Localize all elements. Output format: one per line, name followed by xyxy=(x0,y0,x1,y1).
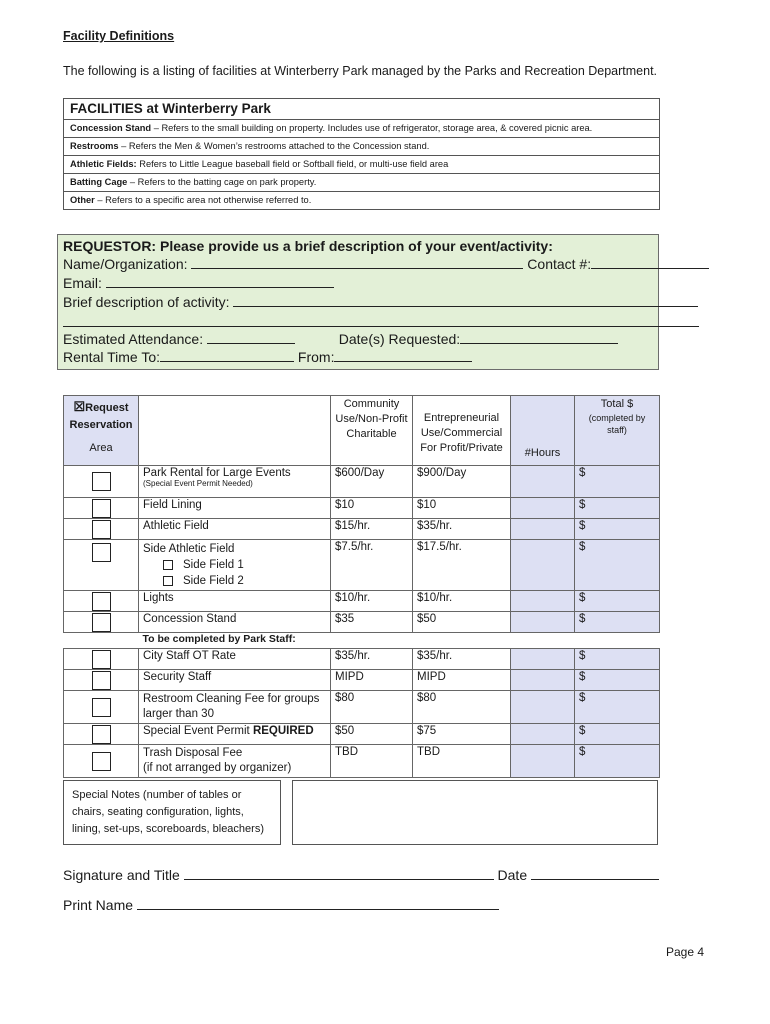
table-row xyxy=(64,670,660,691)
checkbox-cell xyxy=(64,612,139,633)
staff-divider-row xyxy=(64,633,660,649)
attendance-line xyxy=(63,331,618,347)
total-cell: $ xyxy=(575,745,660,778)
facility-def: – Refers the Men & Women’s restrooms attached to the Concession stand. xyxy=(118,141,430,151)
reserve-checkbox[interactable] xyxy=(92,650,111,669)
table-row xyxy=(64,691,660,724)
facility-row xyxy=(64,137,659,155)
intro-text: The following is a listing of facilities at Winterberry Park managed by the Parks and Recreation Department. xyxy=(63,64,658,78)
hours-cell[interactable] xyxy=(511,540,575,591)
community-cell: $35/hr. xyxy=(331,649,413,670)
table-row xyxy=(64,540,660,591)
checkbox-cell xyxy=(64,466,139,498)
table-row xyxy=(64,745,660,778)
rental-line xyxy=(63,349,472,365)
facility-row xyxy=(64,191,659,209)
area-header: Area xyxy=(89,442,113,454)
community-cell: $10 xyxy=(331,498,413,519)
hours-cell[interactable] xyxy=(511,745,575,778)
entrepreneurial-cell: MIPD xyxy=(413,670,511,691)
community-cell: $7.5/hr. xyxy=(331,540,413,591)
reserve-checkbox[interactable] xyxy=(92,499,111,518)
attendance-field[interactable] xyxy=(207,331,295,344)
side-field-1-option: Side Field 1 xyxy=(143,557,326,573)
hours-cell[interactable] xyxy=(511,612,575,633)
reserve-checkbox[interactable] xyxy=(92,613,111,632)
reserve-checkbox[interactable] xyxy=(92,472,111,491)
total-cell: $ xyxy=(575,724,660,745)
print-name-line xyxy=(63,897,499,913)
checkbox-cell xyxy=(64,591,139,612)
from-label: From: xyxy=(297,349,335,365)
community-cell: $15/hr. xyxy=(331,519,413,540)
special-notes-field[interactable] xyxy=(292,780,658,845)
checkbox-cell xyxy=(64,670,139,691)
contact-field[interactable] xyxy=(591,256,709,269)
rental-to-label: Rental Time To: xyxy=(63,349,161,365)
name-field[interactable] xyxy=(191,256,523,269)
total-cell: $ xyxy=(575,612,660,633)
item-cell: Special Event Permit REQUIRED xyxy=(139,724,331,745)
hours-cell[interactable] xyxy=(511,466,575,498)
total-cell: $ xyxy=(575,498,660,519)
hours-cell[interactable] xyxy=(511,724,575,745)
checkbox-cell xyxy=(64,519,139,540)
reserve-checkbox[interactable] xyxy=(92,543,111,562)
contact-label: Contact #: xyxy=(527,256,592,272)
description-line xyxy=(63,294,698,310)
request-header xyxy=(64,396,139,466)
community-cell: TBD xyxy=(331,745,413,778)
entrepreneurial-cell: $80 xyxy=(413,691,511,724)
facility-term: Restrooms xyxy=(70,141,119,151)
reserve-checkbox[interactable] xyxy=(92,752,111,771)
community-header: Community Use/Non-Profit Charitable xyxy=(331,396,413,466)
description-field[interactable] xyxy=(233,294,698,307)
facility-row xyxy=(64,155,659,173)
signature-line xyxy=(63,867,659,883)
total-label: Total $ xyxy=(600,398,634,410)
reserve-checkbox[interactable] xyxy=(92,671,111,690)
entrepreneurial-cell: $50 xyxy=(413,612,511,633)
side-field-1-checkbox[interactable] xyxy=(163,560,173,570)
total-cell: $ xyxy=(575,466,660,498)
community-cell: $10/hr. xyxy=(331,591,413,612)
item-cell: Field Lining xyxy=(139,498,331,519)
checkbox-cell xyxy=(64,498,139,519)
facilities-box xyxy=(63,98,660,210)
entrepreneurial-cell: $900/Day xyxy=(413,466,511,498)
total-note: (completed by staff) xyxy=(588,413,646,435)
table-row xyxy=(64,612,660,633)
facility-term: Concession Stand xyxy=(70,123,152,133)
total-cell: $ xyxy=(575,670,660,691)
reserve-checkbox[interactable] xyxy=(92,698,111,717)
page-number: Page 4 xyxy=(666,945,705,959)
description-field-line2[interactable] xyxy=(63,326,699,327)
facility-row xyxy=(64,119,659,137)
page-heading: Facility Definitions xyxy=(63,29,175,43)
reserve-checkbox[interactable] xyxy=(92,592,111,611)
facility-def: – Refers to the small building on property. Includes use of refrigerator, storage area, & covered picnic area. xyxy=(151,123,593,133)
print-name-field[interactable] xyxy=(137,897,499,910)
facility-def: – Refers to a specific area not otherwise referred to. xyxy=(94,195,312,205)
signature-label: Signature and Title xyxy=(63,867,180,883)
email-label: Email: xyxy=(63,275,102,291)
total-header xyxy=(575,396,660,466)
entrepreneurial-cell: $10 xyxy=(413,498,511,519)
special-notes-label: Special Notes (number of tables or chairs, seating configuration, lights, lining, set-ups, scoreboards, bleachers) xyxy=(63,780,281,845)
attendance-label: Estimated Attendance: xyxy=(63,331,204,347)
item-cell: Lights xyxy=(139,591,331,612)
dates-field[interactable] xyxy=(460,331,618,344)
checkbox-cell xyxy=(64,745,139,778)
signature-field[interactable] xyxy=(184,867,494,880)
table-header-row xyxy=(64,396,660,466)
facility-def: Refers to Little League baseball field or Softball field, or multi-use field area xyxy=(136,159,449,169)
description-label: Brief description of activity: xyxy=(63,294,230,310)
rental-to-field[interactable] xyxy=(160,349,294,362)
item-cell: City Staff OT Rate xyxy=(139,649,331,670)
staff-label: To be completed by Park Staff: xyxy=(139,633,660,649)
reserve-checkbox[interactable] xyxy=(92,520,111,539)
print-name-label: Print Name xyxy=(63,897,134,913)
item-note: (Special Event Permit Needed) xyxy=(143,479,253,488)
required-label: REQUIRED xyxy=(252,725,314,737)
hours-cell[interactable] xyxy=(511,649,575,670)
item-header xyxy=(139,396,331,466)
item-cell: Concession Stand xyxy=(139,612,331,633)
side-field-2-checkbox[interactable] xyxy=(163,576,173,586)
total-cell: $ xyxy=(575,691,660,724)
item-cell: Park Rental for Large Events (Special Event Permit Needed) xyxy=(139,466,331,498)
requestor-title: REQUESTOR: Please provide us a brief description of your event/activity: xyxy=(63,238,553,254)
community-cell: $35 xyxy=(331,612,413,633)
table-row xyxy=(64,519,660,540)
community-cell: MIPD xyxy=(331,670,413,691)
request-label: ☒Request Reservation xyxy=(69,399,133,431)
table-row xyxy=(64,498,660,519)
hours-cell[interactable] xyxy=(511,591,575,612)
date-label: Date xyxy=(497,867,528,883)
entrepreneurial-header: Entrepreneurial Use/Commercial For Profit/Private xyxy=(413,396,511,466)
table-row xyxy=(64,724,660,745)
checked-box-icon: ☒ xyxy=(73,399,86,414)
entrepreneurial-cell: $75 xyxy=(413,724,511,745)
reservation-table xyxy=(63,395,660,778)
table-row xyxy=(64,649,660,670)
facility-def: – Refers to the batting cage on park property. xyxy=(127,177,317,187)
facility-term: Batting Cage xyxy=(70,177,128,187)
hours-cell[interactable] xyxy=(511,519,575,540)
email-line xyxy=(63,275,334,291)
entrepreneurial-cell: $17.5/hr. xyxy=(413,540,511,591)
name-line xyxy=(63,256,709,272)
reserve-checkbox[interactable] xyxy=(92,725,111,744)
item-note: (if not arranged by organizer) xyxy=(143,762,292,774)
hours-cell[interactable] xyxy=(511,498,575,519)
name-label: Name/Organization: xyxy=(63,256,188,272)
facility-term: Athletic Fields: xyxy=(70,159,137,169)
total-cell: $ xyxy=(575,519,660,540)
total-cell: $ xyxy=(575,540,660,591)
total-cell: $ xyxy=(575,591,660,612)
facility-row xyxy=(64,173,659,191)
entrepreneurial-cell: $35/hr. xyxy=(413,519,511,540)
item-cell: Security Staff xyxy=(139,670,331,691)
checkbox-cell xyxy=(64,540,139,591)
hours-cell[interactable] xyxy=(511,670,575,691)
email-field[interactable] xyxy=(106,275,334,288)
checkbox-cell xyxy=(64,691,139,724)
from-field[interactable] xyxy=(334,349,472,362)
facilities-title: FACILITIES at Winterberry Park xyxy=(70,101,271,116)
item-cell: Side Athletic Field Side Field 1 Side Field 2 xyxy=(139,540,331,591)
facility-term: Other xyxy=(70,195,95,205)
total-cell: $ xyxy=(575,649,660,670)
community-cell: $50 xyxy=(331,724,413,745)
entrepreneurial-cell: $10/hr. xyxy=(413,591,511,612)
requestor-box xyxy=(57,234,659,370)
dates-label: Date(s) Requested: xyxy=(338,331,461,347)
item-cell: Athletic Field xyxy=(139,519,331,540)
community-cell: $600/Day xyxy=(331,466,413,498)
checkbox-cell xyxy=(64,724,139,745)
entrepreneurial-cell: TBD xyxy=(413,745,511,778)
entrepreneurial-cell: $35/hr. xyxy=(413,649,511,670)
table-row xyxy=(64,591,660,612)
side-field-2-option: Side Field 2 xyxy=(143,573,326,589)
community-cell: $80 xyxy=(331,691,413,724)
hours-header: #Hours xyxy=(511,396,575,466)
item-cell: Trash Disposal Fee (if not arranged by organizer) xyxy=(139,745,331,778)
hours-cell[interactable] xyxy=(511,691,575,724)
checkbox-cell xyxy=(64,649,139,670)
item-cell: Restroom Cleaning Fee for groups larger than 30 xyxy=(139,691,331,724)
date-field[interactable] xyxy=(531,867,659,880)
table-row xyxy=(64,466,660,498)
